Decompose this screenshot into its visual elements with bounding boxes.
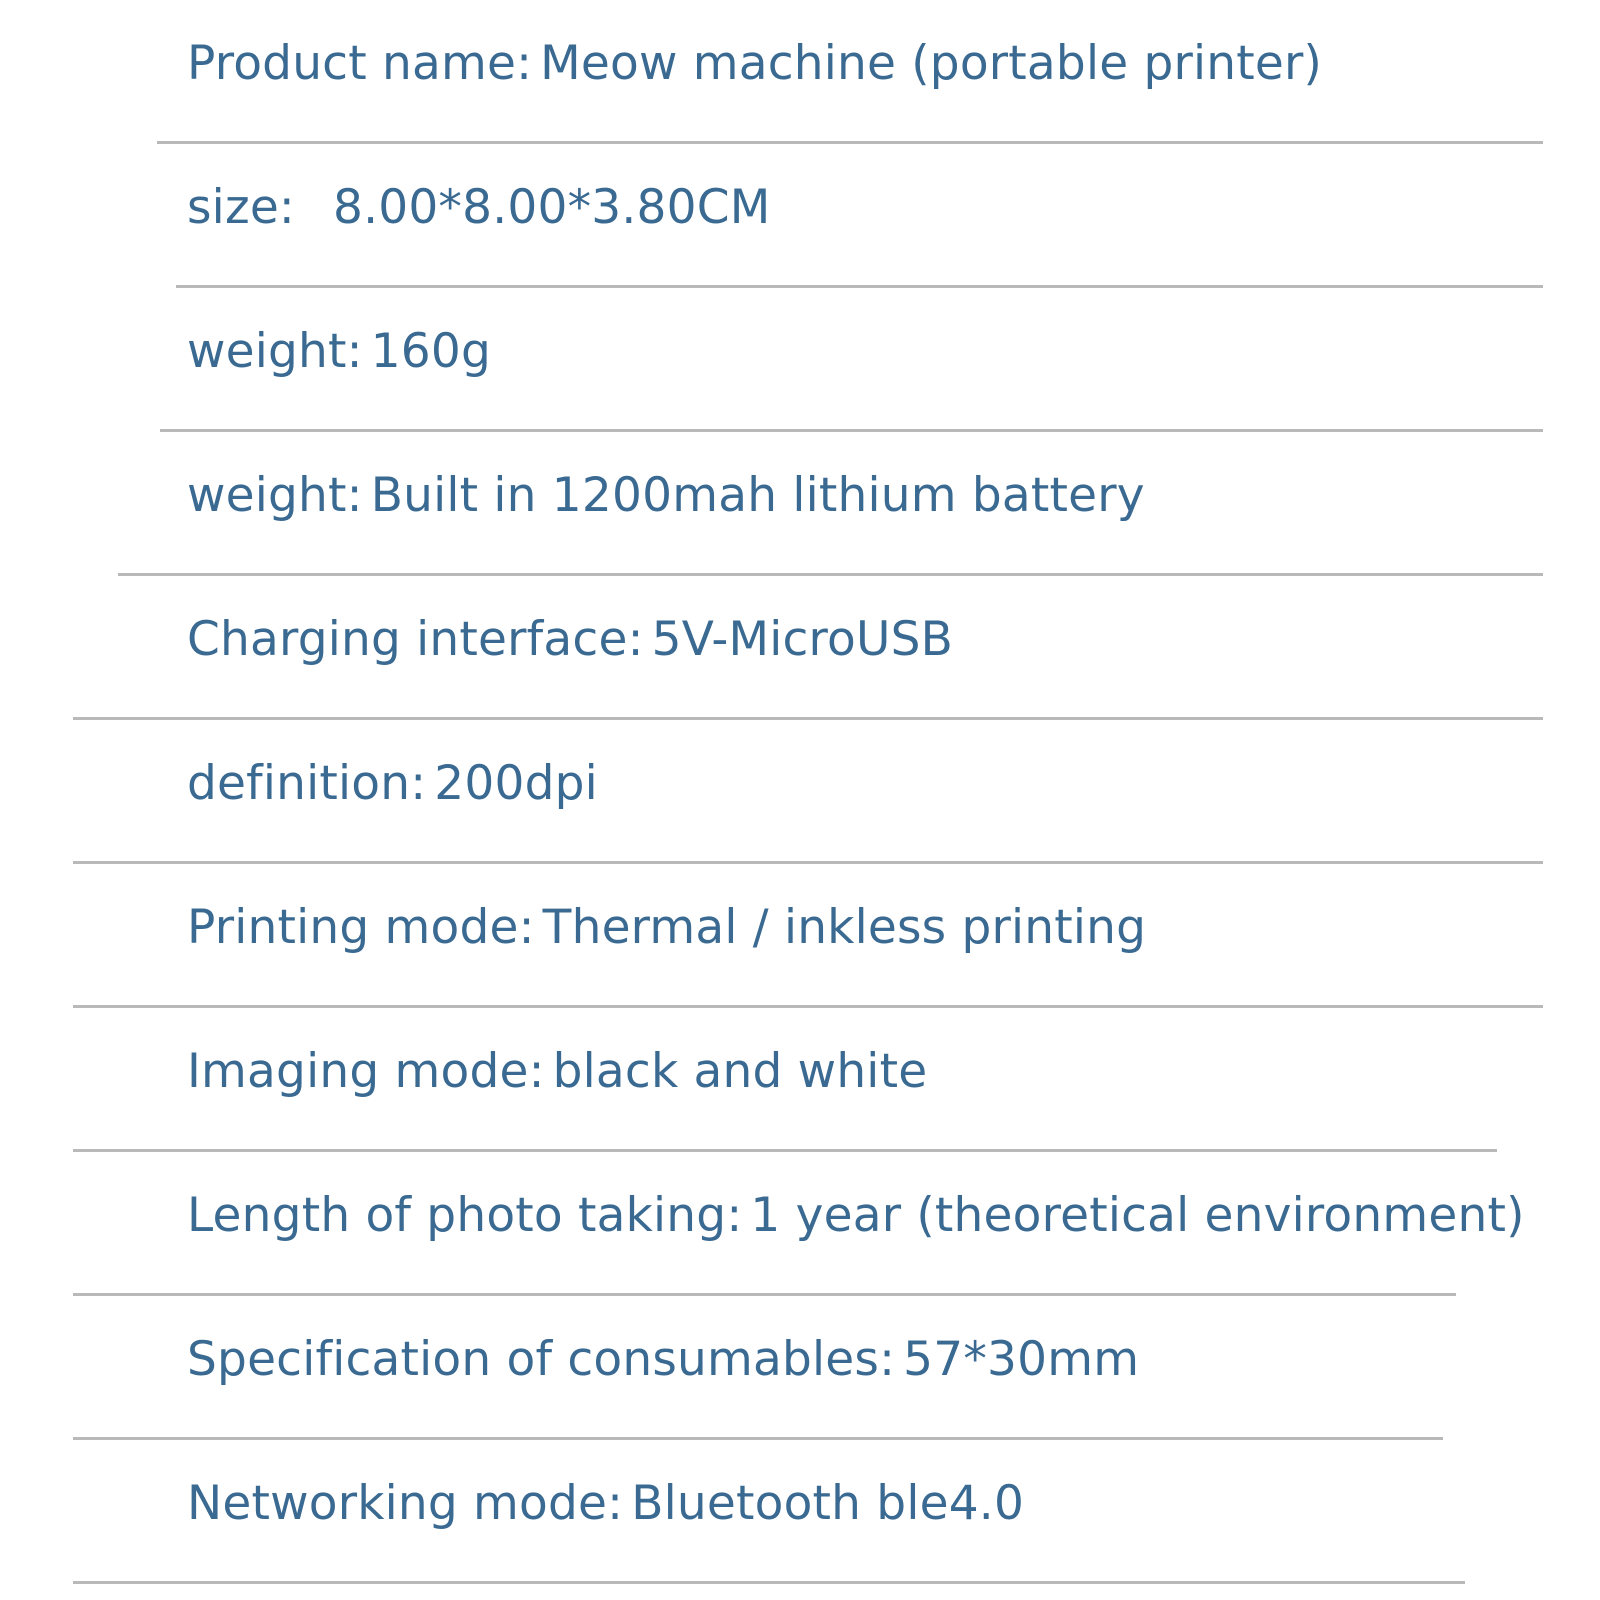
spec-value: 57*30mm xyxy=(903,1332,1140,1387)
spec-label: Length of photo taking: xyxy=(187,1188,743,1243)
spec-text xyxy=(187,1330,1139,1390)
spec-text xyxy=(187,898,1146,958)
spec-row-weight xyxy=(0,288,1600,432)
spec-label: Product name: xyxy=(187,36,533,91)
spec-value: 8.00*8.00*3.80CM xyxy=(332,180,771,235)
spec-label: size: xyxy=(187,180,295,235)
spec-row-printing-mode xyxy=(0,864,1600,1008)
spec-text xyxy=(187,754,598,814)
spec-label: weight: xyxy=(187,468,363,523)
spec-text xyxy=(187,466,1145,526)
spec-value: 160g xyxy=(370,324,492,379)
spec-label: Imaging mode: xyxy=(187,1044,545,1099)
spec-value: Built in 1200mah lithium battery xyxy=(370,468,1145,523)
spec-value: black and white xyxy=(552,1044,928,1099)
spec-text xyxy=(187,610,953,670)
spec-label: definition: xyxy=(187,756,427,811)
spec-text xyxy=(187,1474,1024,1534)
spec-row-imaging-mode xyxy=(0,1008,1600,1152)
spec-value: Bluetooth ble4.0 xyxy=(631,1476,1025,1531)
spec-text xyxy=(187,322,491,382)
spec-label: Networking mode: xyxy=(187,1476,624,1531)
spec-row-size xyxy=(0,144,1600,288)
spec-label: Charging interface: xyxy=(187,612,644,667)
spec-label: Printing mode: xyxy=(187,900,535,955)
row-divider xyxy=(73,1581,1465,1584)
spec-row-networking-mode xyxy=(0,1440,1600,1584)
spec-value: 1 year (theoretical environment) xyxy=(750,1188,1525,1243)
spec-value: 200dpi xyxy=(434,756,598,811)
spec-row-charging-interface xyxy=(0,576,1600,720)
spec-text xyxy=(187,1186,1525,1246)
spec-row-definition xyxy=(0,720,1600,864)
spec-row-product-name xyxy=(0,0,1600,144)
spec-label: weight: xyxy=(187,324,363,379)
spec-row-battery xyxy=(0,432,1600,576)
spec-text xyxy=(187,178,770,238)
spec-label: Specification of consumables: xyxy=(187,1332,896,1387)
spec-row-consumables xyxy=(0,1296,1600,1440)
spec-value: 5V-MicroUSB xyxy=(651,612,954,667)
spec-text xyxy=(187,1042,927,1102)
spec-text xyxy=(187,34,1322,94)
spec-row-photo-length xyxy=(0,1152,1600,1296)
spec-value: Thermal / inkless printing xyxy=(542,900,1147,955)
spec-value: Meow machine (portable printer) xyxy=(540,36,1323,91)
